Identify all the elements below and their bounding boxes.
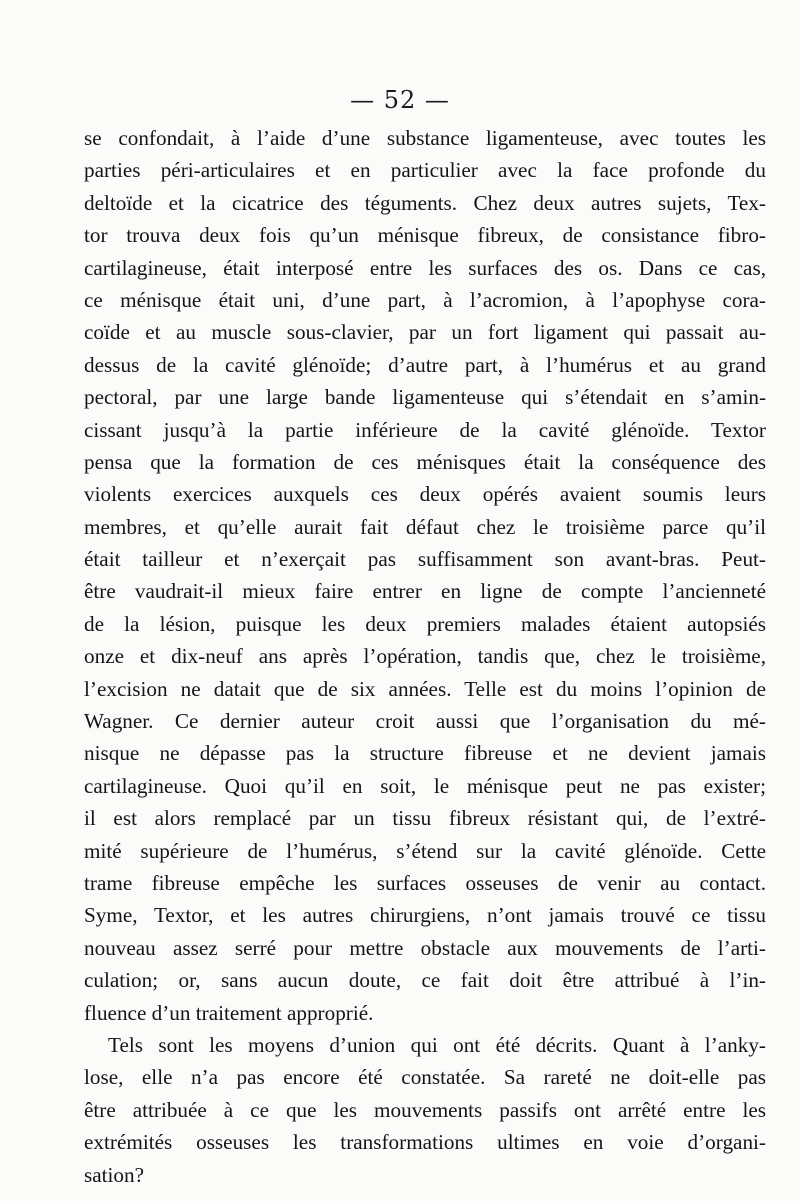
text-line: pensa que la formation de ces ménisques était la conséquence des	[84, 449, 766, 474]
text-line: nouveau assez serré pour mettre obstacle aux mouvements de l’arti-	[84, 935, 766, 960]
text-line: l’excision ne datait que de six années. Telle est du moins l’opinion de	[84, 676, 766, 701]
text-line: sation?	[84, 1162, 145, 1187]
text-line: cartilagineuse, était interposé entre les surfaces des os. Dans ce cas,	[84, 255, 766, 280]
text-line: il est alors remplacé par un tissu fibreux résistant qui, de l’extré-	[84, 806, 766, 831]
text-line: onze et dix-neuf ans après l’opération, tandis que, chez le troisième,	[84, 644, 766, 669]
text-line: tor trouva deux fois qu’un ménisque fibreux, de consistance fibro-	[84, 223, 766, 248]
text-line: cissant jusqu’à la partie inférieure de la cavité glénoïde. Textor	[84, 417, 766, 442]
text-line: deltoïde et la cicatrice des téguments. Chez deux autres sujets, Tex-	[84, 190, 766, 215]
text-line: se confondait, à l’aide d’une substance ligamenteuse, avec toutes les	[84, 126, 766, 150]
text-line: Syme, Textor, et les autres chirurgiens, n’ont jamais trouvé ce tissu	[84, 903, 766, 928]
page-number: — 52 —	[350, 86, 450, 114]
body-text	[84, 122, 766, 1191]
text-line: mité supérieure de l’humérus, s’étend sur la cavité glénoïde. Cette	[84, 838, 766, 863]
text-line: Wagner. Ce dernier auteur croit aussi que l’organisation du mé-	[84, 709, 766, 734]
text-line: nisque ne dépasse pas la structure fibreuse et ne devient jamais	[84, 741, 766, 766]
paragraph-1	[84, 122, 766, 1029]
text-line: ce ménisque était uni, d’une part, à l’acromion, à l’apophyse cora-	[84, 287, 766, 312]
text-line: fluence d’un traitement approprié.	[84, 1000, 374, 1025]
text-line: lose, elle n’a pas encore été constatée. Sa rareté ne doit-elle pas	[84, 1065, 766, 1090]
text-line: membres, et qu’elle aurait fait défaut chez le troisième parce qu’il	[84, 514, 766, 539]
text-line: extrémités osseuses les transformations ultimes en voie d’organi-	[84, 1130, 766, 1155]
text-line: pectoral, par une large bande ligamenteuse qui s’étendait en s’amin-	[84, 385, 766, 410]
text-line: parties péri-articulaires et en particulier avec la face profonde du	[84, 158, 766, 183]
text-line: Tels sont les moyens d’union qui ont été décrits. Quant à l’anky-	[108, 1032, 766, 1057]
text-line: de la lésion, puisque les deux premiers malades étaient autopsiés	[84, 611, 766, 636]
text-line: être attribuée à ce que les mouvements passifs ont arrêté entre les	[84, 1097, 766, 1122]
text-line: coïde et au muscle sous-clavier, par un fort ligament qui passait au-	[84, 320, 766, 345]
text-line: cartilagineuse. Quoi qu’il en soit, le ménisque peut ne pas exister;	[84, 773, 766, 798]
text-line: dessus de la cavité glénoïde; d’autre part, à l’humérus et au grand	[84, 352, 766, 377]
paragraph-2	[84, 1029, 766, 1191]
text-line: était tailleur et n’exerçait pas suffisamment son avant-bras. Peut-	[84, 547, 766, 572]
text-line: trame fibreuse empêche les surfaces osseuses de venir au contact.	[84, 870, 766, 895]
text-line: être vaudrait-il mieux faire entrer en ligne de compte l’ancienneté	[84, 579, 766, 604]
text-line: violents exercices auxquels ces deux opérés avaient soumis leurs	[84, 482, 766, 507]
text-line: culation; or, sans aucun doute, ce fait doit être attribué à l’in-	[84, 968, 766, 993]
